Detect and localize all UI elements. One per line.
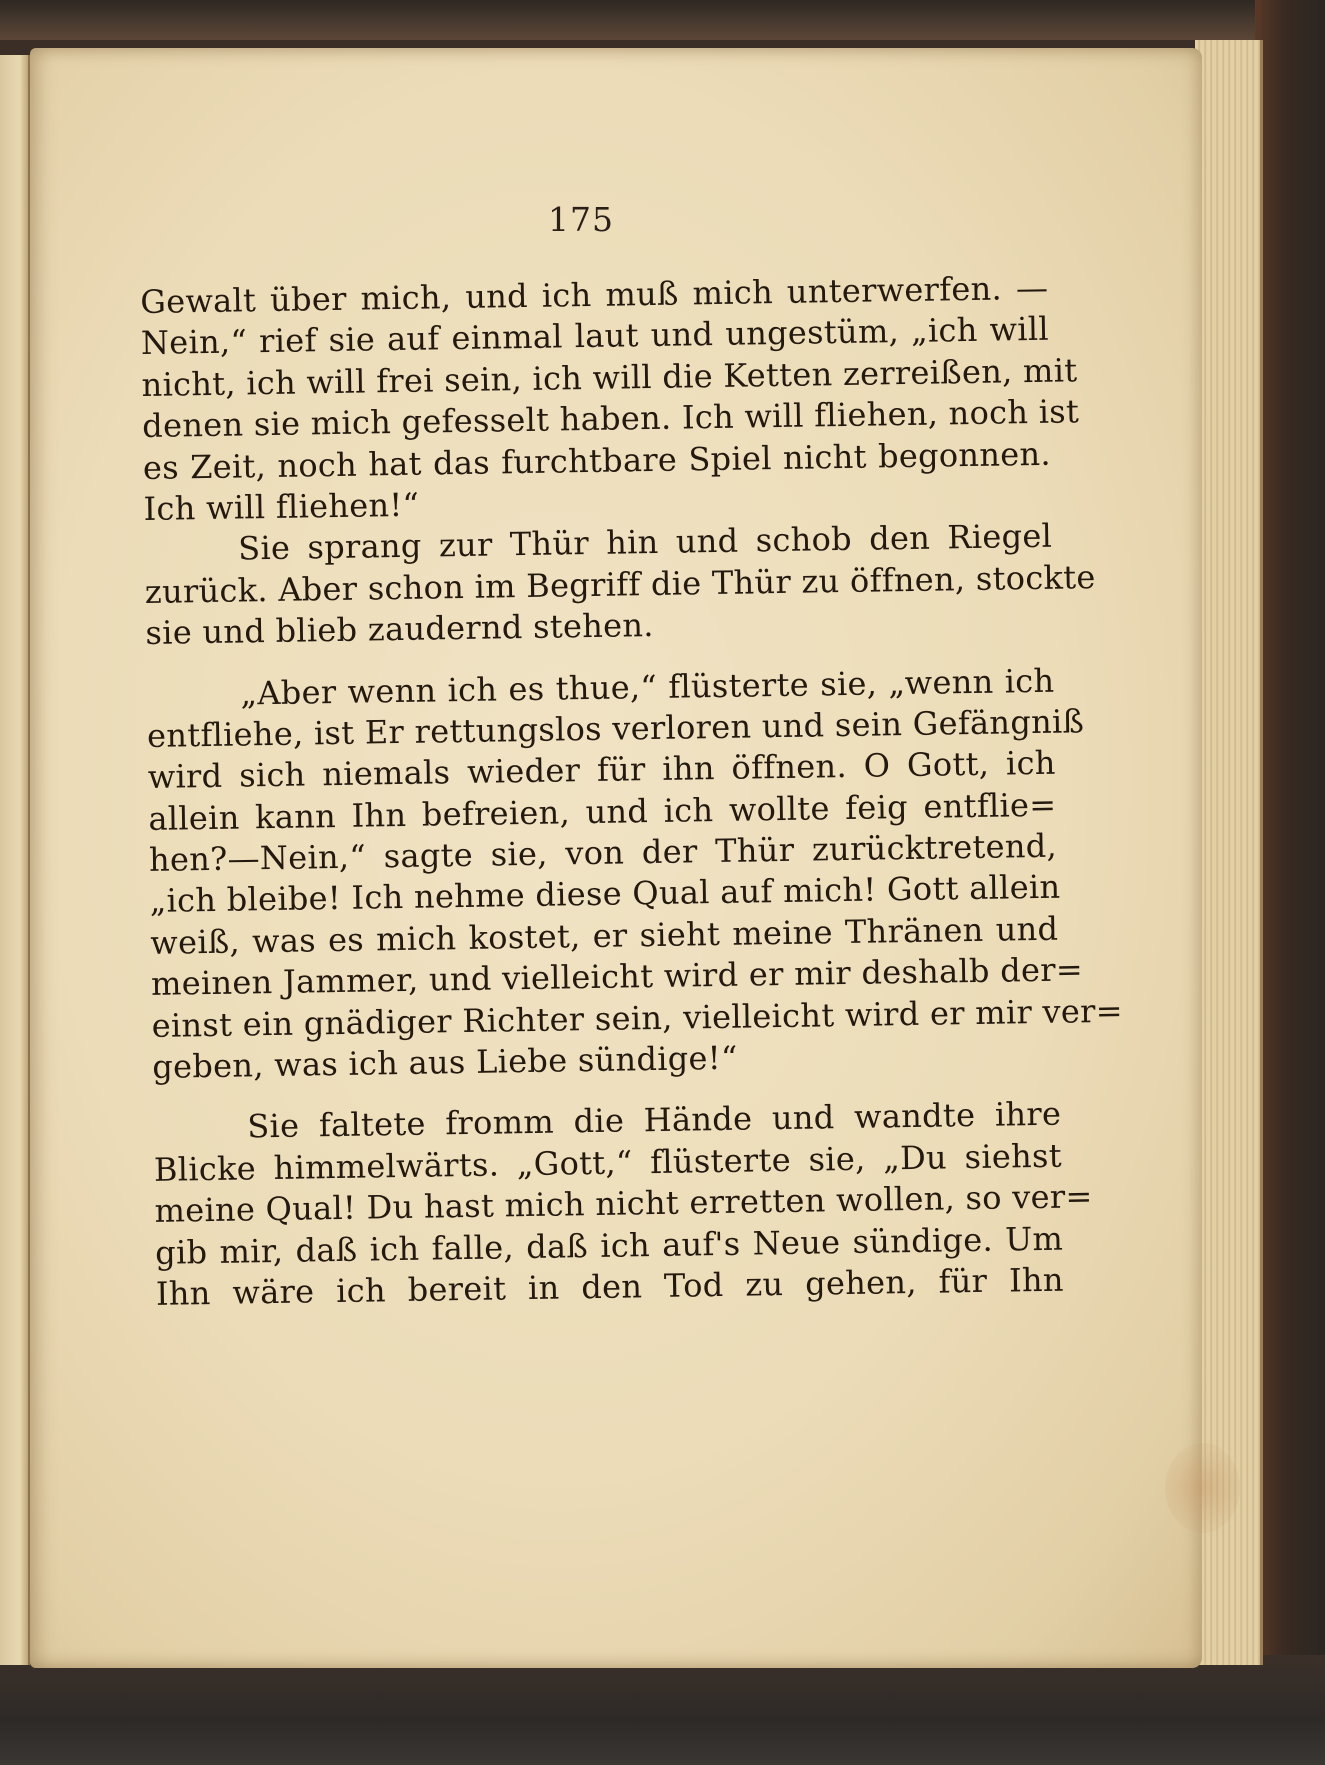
text-line: Nein,“ rief sie auf einmal laut und ungestüm, „ich will bbox=[140, 310, 1050, 363]
book-cover-right-edge bbox=[1255, 0, 1325, 1765]
text-line: „ich bleibe! Ich nehme diese Qual auf mich! Gott allein bbox=[149, 868, 1061, 921]
text-line: Sie sprang zur Thür hin und schob den Riegel bbox=[237, 517, 1053, 568]
text-line: Ich will fliehen!“ bbox=[143, 485, 420, 528]
text-line: Blicke himmelwärts. „Gott,“ flüsterte sie, „Du siehst bbox=[153, 1136, 1063, 1189]
text-line: Ihn wäre ich bereit in den Tod zu gehen, für Ihn bbox=[155, 1260, 1065, 1313]
text-line: sie und blieb zaudernd stehen. bbox=[145, 606, 655, 653]
book-cover-bottom-edge bbox=[0, 1655, 1325, 1765]
text-line: entfliehe, ist Er rettungslos verloren und sein Gefängniß bbox=[146, 702, 1085, 755]
text-line: hen?—Nein,“ sagte sie, von der Thür zurücktretend, bbox=[148, 826, 1058, 880]
text-line: es Zeit, noch hat das furchtbare Spiel nicht begonnen. bbox=[142, 434, 1052, 487]
page-body-text bbox=[140, 268, 1124, 1316]
text-line: zurück. Aber schon im Begriff die Thür zu öffnen, stockte bbox=[144, 557, 1096, 611]
text-line: wird sich niemals wieder für ihn öffnen. O Gott, ich bbox=[147, 743, 1056, 797]
text-line: allein kann Ihn befreien, und ich wollte feig entflie= bbox=[148, 785, 1057, 838]
text-line: „Aber wenn ich es thue,“ flüsterte sie, „wenn ich bbox=[240, 661, 1055, 712]
previous-page-edge bbox=[0, 55, 30, 1665]
text-line: weiß, was es mich kostet, er sieht meine Thränen und bbox=[150, 909, 1059, 962]
book-cover-top-edge bbox=[0, 0, 1325, 40]
text-line: Sie faltete fromm die Hände und wandte ihre bbox=[246, 1095, 1062, 1146]
foxing-stain bbox=[1165, 1443, 1240, 1533]
text-line: meine Qual! Du hast mich nicht erretten wollen, so ver= bbox=[154, 1177, 1093, 1231]
text-line: Gewalt über mich, und ich muß mich unterwerfen. — bbox=[140, 268, 1049, 321]
page-number: 175 bbox=[548, 200, 614, 239]
text-line: einst ein gnädiger Richter sein, vielleicht wird er mir ver= bbox=[151, 991, 1124, 1045]
text-line: geben, was ich aus Liebe sündige!“ bbox=[152, 1038, 738, 1086]
text-line: nicht, ich will frei sein, ich will die Ketten zerreißen, mit bbox=[141, 351, 1078, 404]
text-line: denen sie mich gefesselt haben. Ich will fliehen, noch ist bbox=[141, 392, 1080, 446]
page-block-edges bbox=[1195, 40, 1263, 1665]
text-line: meinen Jammer, und vielleicht wird er mir deshalb der= bbox=[150, 950, 1084, 1004]
text-line: gib mir, daß ich falle, daß ich auf's Neue sündige. Um bbox=[154, 1219, 1064, 1272]
